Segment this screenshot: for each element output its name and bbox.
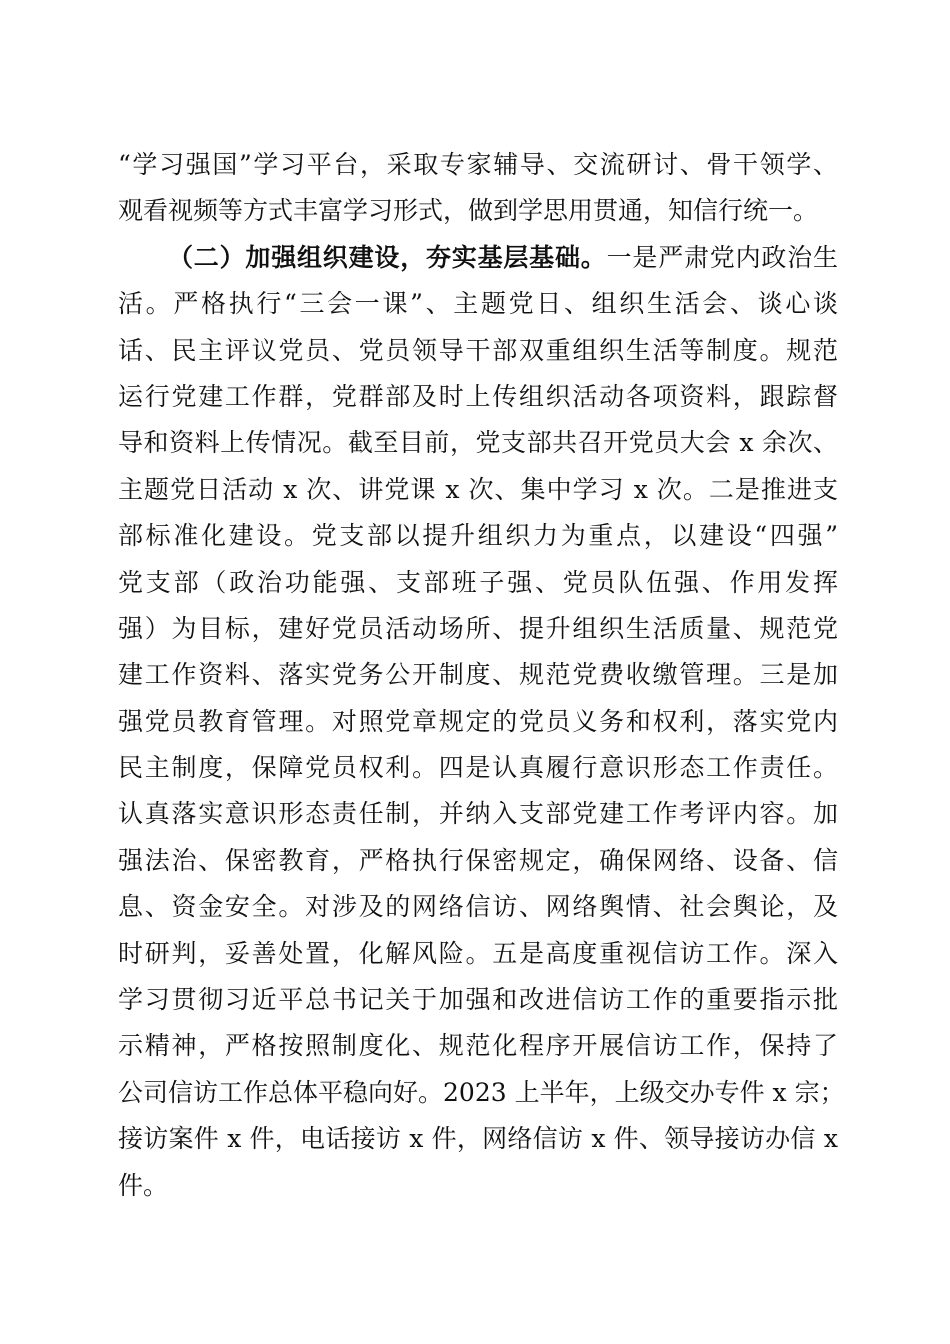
text-line: 强党员教育管理。对照党章规定的党员义务和权利，落实党内	[118, 706, 838, 736]
text-line: 强法治、保密教育，严格执行保密规定，确保网络、设备、信	[118, 845, 838, 875]
text-line: 主题党日活动 x 次、讲党课 x 次、集中学习 x 次。二是推进支	[118, 474, 838, 504]
text-line: “学习强国”学习平台，采取专家辅导、交流研讨、骨干领学、	[118, 150, 838, 179]
text-line: 观看视频等方式丰富学习形式，做到学思用贯通，知信行统一。	[118, 196, 819, 226]
text-line: 部标准化建设。党支部以提升组织力为重点，以建设“四强”	[118, 521, 838, 551]
text-line: 时研判，妥善处置，化解风险。五是高度重视信访工作。深入	[118, 938, 838, 968]
text-line: 接访案件 x 件，电话接访 x 件，网络信访 x 件、领导接访办信 x	[118, 1124, 838, 1154]
text-line: 息、资金安全。对涉及的网络信访、网络舆情、社会舆论，及	[118, 892, 838, 922]
text-line: 示精神，严格按照制度化、规范化程序开展信访工作，保持了	[118, 1031, 838, 1061]
text-line: 运行党建工作群，党群部及时上传组织活动各项资料，跟踪督	[118, 381, 838, 411]
section-heading: （二）加强组织建设，夯实基层基础。	[168, 242, 607, 272]
text-line-continuation: 一是严肃党内政治生	[606, 242, 838, 272]
section-heading-line	[118, 235, 838, 281]
text-line: 认真落实意识形态责任制，并纳入支部党建工作考评内容。加	[118, 799, 838, 829]
text-line: 学习贯彻习近平总书记关于加强和改进信访工作的重要指示批	[118, 985, 838, 1015]
text-line: 民主制度，保障党员权利。四是认真履行意识形态工作责任。	[118, 753, 838, 783]
text-line: 强）为目标，建好党员活动场所、提升组织生活质量、规范党	[118, 613, 838, 643]
text-line: 话、民主评议党员、党员领导干部双重组织生活等制度。规范	[118, 335, 838, 365]
text-line: 活。严格执行“三会一课”、主题党日、组织生活会、谈心谈	[118, 289, 838, 319]
text-line: 建工作资料、落实党务公开制度、规范党费收缴管理。三是加	[118, 660, 838, 690]
text-line: 导和资料上传情况。截至目前，党支部共召开党员大会 x 余次、	[118, 428, 838, 458]
text-line: 件。	[118, 1170, 169, 1200]
body-text	[118, 142, 845, 1209]
text-line: 党支部（政治功能强、支部班子强、党员队伍强、作用发挥	[118, 567, 838, 597]
text-line: 公司信访工作总体平稳向好。2023 上半年，上级交办专件 x 宗；	[118, 1077, 845, 1107]
